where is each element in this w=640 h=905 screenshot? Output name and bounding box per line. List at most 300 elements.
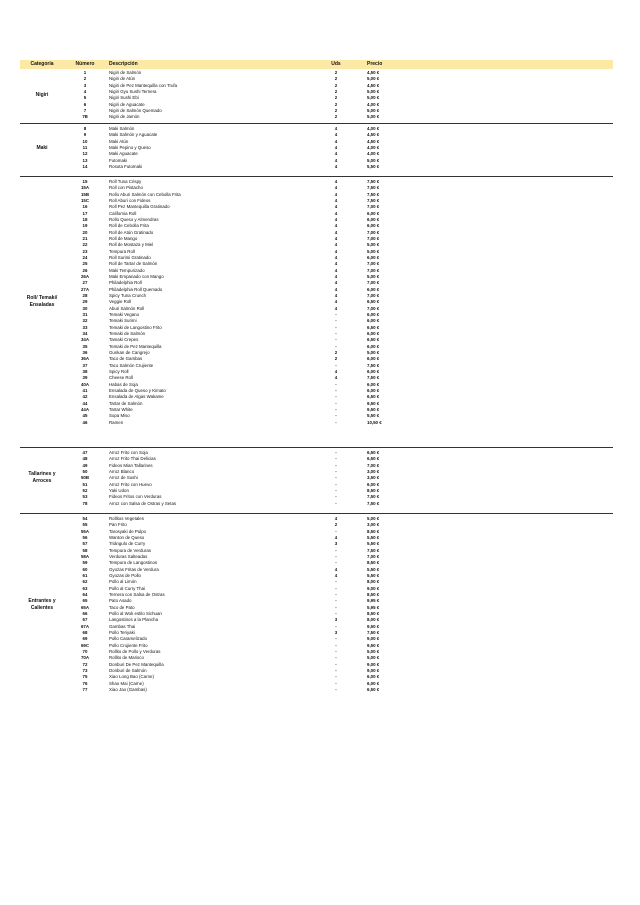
- item-price: 6,50 €: [367, 337, 380, 343]
- item-price: 7,00 €: [367, 204, 380, 210]
- item-price: 7,50 €: [367, 197, 380, 203]
- item-number: 46: [82, 419, 88, 425]
- item-number: 70A: [80, 655, 90, 661]
- item-units: -: [335, 487, 337, 493]
- item-price: 7,50 €: [367, 185, 380, 191]
- item-units: -: [335, 494, 337, 500]
- item-number: 10: [82, 138, 88, 144]
- item-units: -: [335, 591, 337, 597]
- item-number: 33: [82, 324, 88, 330]
- item-price: 8,00 €: [367, 617, 380, 623]
- item-price: 3,00 €: [367, 522, 380, 528]
- item-number: 58A: [80, 553, 90, 559]
- category-label: Maki: [36, 144, 48, 151]
- item-units: 4: [334, 126, 338, 131]
- item-number: 51: [82, 481, 88, 487]
- item-price: 5,00 €: [367, 242, 380, 248]
- item-price: 7,00 €: [367, 305, 380, 311]
- item-units: 4: [334, 235, 338, 241]
- item-price: 6,00 €: [367, 210, 380, 216]
- item-price: 9,50 €: [367, 400, 380, 406]
- item-units: 4: [334, 516, 338, 521]
- item-number: 35: [82, 343, 88, 349]
- item-units: 4: [334, 242, 338, 248]
- item-price: 6,50 €: [367, 324, 380, 330]
- item-price: 4,50 €: [367, 132, 380, 138]
- item-number: 38: [82, 368, 88, 374]
- item-units: -: [335, 553, 337, 559]
- item-price: 9,00 €: [367, 585, 380, 591]
- item-units: 3: [334, 629, 338, 635]
- item-units: 4: [334, 163, 338, 169]
- item-price: 5,00 €: [367, 76, 380, 82]
- menu-section: [20, 179, 613, 426]
- item-units: 4: [334, 286, 338, 292]
- item-units: -: [335, 456, 337, 462]
- item-price: 10,50 €: [367, 419, 382, 425]
- item-description: Roll de Cebolla Frita: [109, 223, 149, 229]
- item-description: Nigiri de Aguacate: [109, 101, 145, 107]
- section-divider: [20, 513, 613, 514]
- item-price: 7,00 €: [367, 267, 380, 273]
- item-price: 6,00 €: [367, 387, 380, 393]
- item-description: Roll Aburi con Fideos: [109, 197, 151, 203]
- table-row: [20, 501, 613, 507]
- item-price: 3,00 €: [367, 468, 380, 474]
- item-description: Rollitos Vegetales: [109, 516, 144, 521]
- item-units: 4: [334, 299, 338, 305]
- item-units: 4: [334, 144, 338, 150]
- item-number: 26: [82, 267, 88, 273]
- item-units: 4: [334, 157, 338, 163]
- item-number: 22: [82, 242, 88, 248]
- item-number: 5: [83, 95, 87, 101]
- item-description: Arroz con Salsa de Ostras y Setas: [109, 500, 177, 506]
- item-description: Pollo al Curry Thai: [109, 585, 146, 591]
- item-units: -: [335, 381, 337, 387]
- header-uds: Uds: [331, 61, 341, 67]
- item-price: 7,50 €: [367, 494, 380, 500]
- item-description: Nigiri de Salmón Quemado: [109, 107, 162, 113]
- item-number: 62: [82, 579, 88, 585]
- item-number: 69: [82, 636, 88, 642]
- item-units: 4: [334, 216, 338, 222]
- item-description: Arroz de Sushi: [109, 475, 138, 481]
- item-description: Langostinos a la Plancha: [109, 617, 159, 623]
- item-number: 49: [82, 462, 88, 468]
- item-units: -: [335, 547, 337, 553]
- item-units: -: [335, 318, 337, 324]
- item-units: 4: [334, 132, 338, 138]
- item-units: 2: [334, 70, 338, 75]
- item-number: 48: [82, 456, 88, 462]
- item-description: Pato Asado: [109, 598, 132, 604]
- item-description: Temaki Vegano: [109, 311, 140, 317]
- item-units: 4: [334, 368, 338, 374]
- item-number: 66: [82, 610, 88, 616]
- item-description: Donburi De Pez Mantequilla: [109, 661, 164, 667]
- item-price: 9,50 €: [367, 406, 380, 412]
- item-units: -: [335, 610, 337, 616]
- header-descripcion: Descripción: [109, 61, 138, 67]
- item-price: 4,50 €: [367, 138, 380, 144]
- item-price: 6,00 €: [367, 343, 380, 349]
- item-price: 9,00 €: [367, 636, 380, 642]
- item-price: 8,50 €: [367, 487, 380, 493]
- item-description: Tamaki Crepes: [109, 337, 139, 343]
- item-number: 15: [82, 179, 88, 184]
- item-description: Fideos Mian Tallarines: [109, 462, 153, 468]
- item-description: Wanton de Queso: [109, 534, 145, 540]
- item-units: 2: [334, 95, 338, 101]
- item-price: 6,00 €: [367, 356, 380, 362]
- item-description: Triángulo de Curry: [109, 541, 146, 547]
- item-price: 8,50 €: [367, 560, 380, 566]
- item-number: 58: [82, 547, 88, 553]
- item-units: -: [335, 413, 337, 419]
- item-description: Arroz Frito con Soja: [109, 450, 148, 455]
- item-number: 56: [82, 534, 88, 540]
- item-units: 2: [334, 522, 338, 528]
- item-number: 17: [82, 210, 88, 216]
- item-price: 5,50 €: [367, 566, 380, 572]
- item-price: 7,00 €: [367, 261, 380, 267]
- item-price: 7,50 €: [367, 547, 380, 553]
- item-price: 5,50 €: [367, 413, 380, 419]
- item-price: 6,50 €: [367, 394, 380, 400]
- item-description: Pollo al Wok estilo Sichuan: [109, 610, 162, 616]
- item-description: Maki Empanado con Mango: [109, 273, 164, 279]
- item-description: Nigiri de Atún: [109, 76, 136, 82]
- item-price: 3,50 €: [367, 475, 380, 481]
- item-description: Maki Tempurizado: [109, 267, 145, 273]
- item-price: 5,50 €: [367, 572, 380, 578]
- item-description: Gunkan de Cangrejo: [109, 349, 150, 355]
- item-number: 12: [82, 151, 88, 157]
- item-price: 7,50 €: [367, 375, 380, 381]
- item-description: Tartar White: [109, 406, 133, 412]
- item-description: Rollo Aburi Salmón con Cebolla Frita: [109, 191, 181, 197]
- item-number: 21: [82, 235, 88, 241]
- item-units: 4: [334, 248, 338, 254]
- item-price: 7,50 €: [367, 179, 380, 184]
- item-units: 4: [334, 151, 338, 157]
- item-units: 4: [334, 261, 338, 267]
- item-description: Spicy Tuna Crunch: [109, 292, 147, 298]
- item-number: 11: [82, 144, 88, 150]
- item-price: 6,00 €: [367, 311, 380, 317]
- item-number: 50B: [80, 475, 90, 481]
- item-price: 6,00 €: [367, 286, 380, 292]
- item-number: 2: [83, 76, 87, 82]
- item-price: 5,00 €: [367, 349, 380, 355]
- item-price: 8,50 €: [367, 591, 380, 597]
- item-number: 75: [82, 674, 88, 680]
- item-units: 4: [334, 305, 338, 311]
- item-number: 8: [83, 126, 87, 131]
- item-number: 19: [82, 223, 88, 229]
- category-label: Nigiri: [35, 91, 49, 98]
- item-number: 67A: [80, 623, 90, 629]
- item-number: 15A: [80, 185, 90, 191]
- item-price: 7,00 €: [367, 229, 380, 235]
- item-units: -: [335, 686, 337, 692]
- item-price: 9,95 €: [367, 598, 380, 604]
- item-number: 40A: [80, 381, 90, 387]
- item-price: 7,00 €: [367, 235, 380, 241]
- item-number: 54: [82, 516, 88, 521]
- item-price: 7,50 €: [367, 500, 380, 506]
- item-number: 47: [82, 450, 88, 455]
- item-description: Ensalada de Algas Wakame: [109, 394, 164, 400]
- item-description: Maki Atún: [109, 138, 129, 144]
- item-number: 65: [82, 598, 88, 604]
- item-price: 9,50 €: [367, 623, 380, 629]
- item-description: Roll de Mango: [109, 235, 138, 241]
- item-units: -: [335, 560, 337, 566]
- item-price: 6,00 €: [367, 254, 380, 260]
- item-description: Xiao Jao (Gambas): [109, 686, 147, 692]
- item-number: 23: [82, 248, 88, 254]
- item-units: 4: [334, 179, 338, 184]
- item-description: Nigiri de Pez Mantequilla con Trufa: [109, 82, 178, 88]
- item-number: 63: [82, 585, 88, 591]
- item-description: Gyozas Fritas de Verdura: [109, 566, 159, 572]
- item-price: 9,00 €: [367, 661, 380, 667]
- item-units: -: [335, 636, 337, 642]
- table-row: [20, 420, 613, 426]
- item-price: 5,95 €: [367, 604, 380, 610]
- item-price: 4,00 €: [367, 126, 380, 131]
- item-number: 7: [83, 107, 87, 113]
- item-units: 4: [334, 292, 338, 298]
- item-description: Ensalada de Queso y Kimato: [109, 387, 166, 393]
- item-description: Nigiri Sushi Ebi: [109, 95, 139, 101]
- item-units: 2: [334, 356, 338, 362]
- item-price: 4,00 €: [367, 101, 380, 107]
- item-units: 4: [334, 185, 338, 191]
- item-units: -: [335, 419, 337, 425]
- item-number: 57: [82, 541, 88, 547]
- item-description: Maki Salmón y Aguacate: [109, 132, 158, 138]
- item-description: Pollo al Limón: [109, 579, 137, 585]
- item-description: Ramen: [109, 419, 124, 425]
- item-number: 41: [82, 387, 88, 393]
- item-units: -: [335, 604, 337, 610]
- item-units: 4: [334, 204, 338, 210]
- item-description: Maki Pepino y Queso: [109, 144, 151, 150]
- item-description: Gambas Thai: [109, 623, 136, 629]
- table-row: [20, 164, 613, 170]
- header-categoria: Categoría: [30, 61, 54, 67]
- item-price: 4,00 €: [367, 144, 380, 150]
- item-description: Fideos Fritos con Verduras: [109, 494, 162, 500]
- item-units: 4: [334, 280, 338, 286]
- item-units: 2: [334, 114, 338, 120]
- item-number: 13: [82, 157, 88, 163]
- item-units: 4: [334, 572, 338, 578]
- item-number: 16: [82, 204, 88, 210]
- item-price: 9,00 €: [367, 667, 380, 673]
- item-price: 7,00 €: [367, 292, 380, 298]
- item-number: 65A: [80, 604, 90, 610]
- item-description: Temaki de Pez Mantequilla: [109, 343, 162, 349]
- item-number: 45: [82, 413, 88, 419]
- item-price: 6,00 €: [367, 680, 380, 686]
- item-number: 34: [82, 330, 88, 336]
- item-number: 44A: [80, 406, 90, 412]
- section-divider: [20, 123, 613, 124]
- item-units: 2: [334, 349, 338, 355]
- item-units: 4: [334, 138, 338, 144]
- item-units: -: [335, 598, 337, 604]
- menu-section: [20, 126, 613, 170]
- item-units: -: [335, 585, 337, 591]
- item-units: -: [335, 475, 337, 481]
- item-description: Arroz Frito con Huevo: [109, 481, 152, 487]
- item-units: 4: [334, 273, 338, 279]
- item-number: 67: [82, 617, 88, 623]
- item-price: 7,50 €: [367, 191, 380, 197]
- item-units: -: [335, 337, 337, 343]
- item-number: 4: [83, 88, 87, 94]
- item-price: 4,50 €: [367, 82, 380, 88]
- item-number: 28: [82, 292, 88, 298]
- item-units: -: [335, 661, 337, 667]
- item-number: 39: [82, 375, 88, 381]
- menu-section: [20, 70, 613, 121]
- item-units: 4: [334, 267, 338, 273]
- item-description: Verduras Salteadas: [109, 553, 148, 559]
- item-units: 4: [334, 375, 338, 381]
- item-description: Temaki Surimi: [109, 318, 137, 324]
- item-description: Pollo Crujiente Frito: [109, 642, 148, 648]
- item-description: Veggie Roll: [109, 299, 132, 305]
- item-price: 5,00 €: [367, 88, 380, 94]
- item-description: Roll de Mostaza y Miel: [109, 242, 154, 248]
- menu-section: [20, 516, 613, 693]
- item-number: 26A: [80, 273, 90, 279]
- item-description: Pollo Caramelizado: [109, 636, 148, 642]
- item-description: Temaki de Salmón: [109, 330, 146, 336]
- item-number: 36A: [80, 356, 90, 362]
- item-price: 6,00 €: [367, 674, 380, 680]
- item-price: 6,50 €: [367, 456, 380, 462]
- item-price: 6,50 €: [367, 299, 380, 305]
- item-units: 4: [334, 254, 338, 260]
- item-number: 37: [82, 362, 88, 368]
- item-units: 4: [334, 223, 338, 229]
- item-number: 69C: [80, 642, 90, 648]
- item-description: Sopa Miso: [109, 413, 130, 419]
- item-description: Tarosyaki de Pulpo: [109, 528, 147, 534]
- item-units: -: [335, 642, 337, 648]
- item-description: Pollo Teriyaki: [109, 629, 135, 635]
- item-description: Roll con Pistacho: [109, 185, 143, 191]
- item-units: 4: [334, 210, 338, 216]
- item-number: 70: [82, 648, 88, 654]
- item-price: 6,00 €: [367, 318, 380, 324]
- item-units: 2: [334, 107, 338, 113]
- item-description: Rollito de Pollo y Verduras: [109, 648, 161, 654]
- item-description: Nigiri Gyu Sushi Ternera: [109, 88, 157, 94]
- item-units: -: [335, 680, 337, 686]
- item-price: 7,50 €: [367, 362, 380, 368]
- item-price: 5,00 €: [367, 157, 380, 163]
- item-description: Philadelphia Roll: [109, 280, 142, 286]
- item-units: -: [335, 450, 337, 455]
- item-units: -: [335, 655, 337, 661]
- item-description: Donburi de Salmón: [109, 667, 147, 673]
- item-number: 6: [83, 101, 87, 107]
- category-label: Tallarines y Arroces: [28, 471, 56, 485]
- category-label: Entrantes y Calientes: [28, 597, 56, 611]
- item-price: 4,00 €: [367, 151, 380, 157]
- item-description: Spicy Roll: [109, 368, 129, 374]
- item-description: Aburi Salmón Roll: [109, 305, 145, 311]
- item-description: Arroz Blanco: [109, 468, 135, 474]
- item-number: 60: [82, 566, 88, 572]
- item-description: Nigiri de Jamón: [109, 114, 140, 120]
- item-units: 2: [334, 82, 338, 88]
- item-units: 2: [334, 76, 338, 82]
- item-price: 8,00 €: [367, 579, 380, 585]
- item-price: 9,50 €: [367, 642, 380, 648]
- item-units: 4: [334, 566, 338, 572]
- item-number: 29: [82, 299, 88, 305]
- item-description: Roll de Atún Gratinado: [109, 229, 154, 235]
- menu-section: [20, 450, 613, 507]
- item-price: 5,00 €: [367, 516, 380, 521]
- item-number: 78: [82, 500, 88, 506]
- item-number: 31: [82, 311, 88, 317]
- item-units: 4: [334, 534, 338, 540]
- item-units: -: [335, 579, 337, 585]
- item-description: Philadelphia Roll Quemado: [109, 286, 163, 292]
- item-description: Roll de Tartar de Salmón: [109, 261, 158, 267]
- item-description: Futomaki: [109, 157, 128, 163]
- item-number: 42: [82, 394, 88, 400]
- item-price: 5,50 €: [367, 163, 380, 169]
- table-header: [20, 60, 613, 69]
- item-description: Rollito de Marisco: [109, 655, 144, 661]
- item-units: -: [335, 387, 337, 393]
- item-description: Yaki Udon: [109, 487, 129, 493]
- item-units: -: [335, 330, 337, 336]
- item-number: 61: [82, 572, 88, 578]
- item-number: 1: [83, 70, 87, 75]
- item-number: 72: [82, 661, 88, 667]
- item-price: 5,00 €: [367, 95, 380, 101]
- item-units: -: [335, 406, 337, 412]
- item-number: 59: [82, 560, 88, 566]
- item-units: -: [335, 667, 337, 673]
- item-price: 5,00 €: [367, 107, 380, 113]
- table-row: [20, 114, 613, 120]
- item-description: Taco de Gambas: [109, 356, 143, 362]
- section-divider: [20, 176, 613, 177]
- item-number: 7B: [82, 114, 88, 120]
- item-description: Tempura Roll: [109, 248, 135, 254]
- item-units: -: [335, 394, 337, 400]
- item-price: 6,00 €: [367, 481, 380, 487]
- item-description: Roll Tuna Crispy: [109, 179, 142, 184]
- item-units: -: [335, 468, 337, 474]
- item-price: 5,50 €: [367, 534, 380, 540]
- item-units: -: [335, 311, 337, 317]
- item-units: 3: [334, 617, 338, 623]
- item-price: 6,00 €: [367, 216, 380, 222]
